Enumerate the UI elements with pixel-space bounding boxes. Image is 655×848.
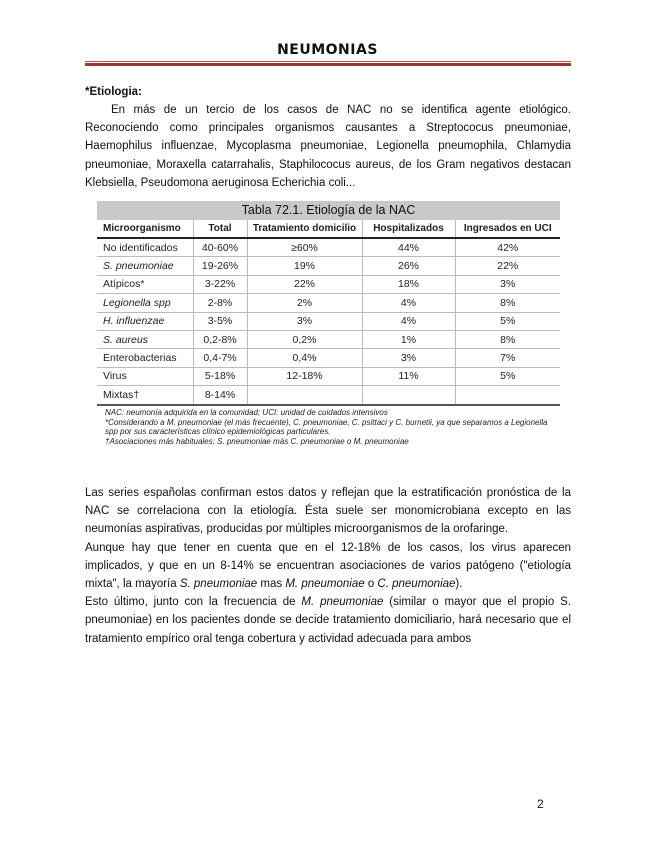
table-cell: 3% [362, 349, 455, 367]
column-header: Tratamiento domicilio [247, 220, 362, 238]
table-cell: 8-14% [193, 386, 247, 405]
table-row [97, 275, 560, 293]
table-cell: Virus [97, 367, 193, 385]
table-cell: H. influenzae [97, 312, 193, 330]
text-run: o [364, 578, 378, 591]
table-footnote: NAC: neumonía adquirida en la comunidad; UCI: unidad de cuidados intensivos [105, 408, 388, 417]
page-header-title: NEUMONIAS [277, 42, 378, 58]
organism-name: S. pneumoniae [179, 578, 258, 591]
table-cell: 1% [362, 330, 455, 348]
table-cell: 0,4% [247, 349, 362, 367]
table-row [97, 257, 560, 275]
table-row [97, 312, 560, 330]
table-cell: Mixtas† [97, 386, 193, 405]
text-run: ). [455, 578, 463, 591]
text-run: mas [257, 578, 286, 591]
table-cell: Atípicos* [97, 275, 193, 293]
table-row [97, 367, 560, 385]
header-rule-thick [85, 63, 571, 66]
page-number: 2 [537, 797, 544, 811]
table-cell: 8% [455, 330, 560, 348]
table-cell: 3-22% [193, 275, 247, 293]
table-cell: 11% [362, 367, 455, 385]
table-cell: 22% [455, 257, 560, 275]
table-cell: 26% [362, 257, 455, 275]
table-cell: ≥60% [247, 238, 362, 257]
table-cell: 4% [362, 312, 455, 330]
table-cell [247, 386, 362, 405]
table-cell: 42% [455, 238, 560, 257]
table-cell: 7% [455, 349, 560, 367]
table-row [97, 386, 560, 405]
paragraph-treatment [85, 593, 571, 648]
etiology-table-figure [97, 201, 560, 406]
paragraph-intro: En más de un tercio de los casos de NAC no se identifica agente etiológico. Reconociendo como principales organismos causantes a Streptococus pneumoniae, Haemophilus influenzae, Mycoplasma pneumoniae, Legionella pneumophila, Chlamydia pneumoniae, Moraxella catarrahalis, Staphilococus aureus, de los Gram negativos destacan Klebsiella, Pseudomona aeruginosa Echerichia coli... [85, 104, 571, 189]
table-cell: 5% [455, 367, 560, 385]
table-footnote: †Asociaciones más habituales: S. pneumoniae más C. pneumoniae o M. pneumoniae [105, 436, 409, 446]
table-cell: S. pneumoniae [97, 257, 193, 275]
table-cell: 12-18% [247, 367, 362, 385]
table-cell: 44% [362, 238, 455, 257]
organism-name: C. pneumoniae [377, 578, 456, 591]
table-cell: 19-26% [193, 257, 247, 275]
column-header: Hospitalizados [362, 220, 455, 238]
text-run: Esto último, junto con la frecuencia de [85, 596, 302, 609]
table-cell: 3% [247, 312, 362, 330]
table-row [97, 330, 560, 348]
table-cell: S. aureus [97, 330, 193, 348]
table-cell: 40-60% [193, 238, 247, 257]
table-caption: Tabla 72.1. Etiología de la NAC [97, 201, 560, 220]
text-run: (similar o mayor que el propio S. pneumoniae) en los pacientes donde se decide tratamiento domiciliario, hará necesario que el tratamiento empírico oral tenga cobertura y actividad adecuada para ambos [85, 596, 571, 645]
table-cell: 0,2-8% [193, 330, 247, 348]
table-cell: 18% [362, 275, 455, 293]
column-header: Total [193, 220, 247, 238]
table-row [97, 294, 560, 312]
table-cell: Enterobacterias [97, 349, 193, 367]
table-cell: 0,4-7% [193, 349, 247, 367]
column-header: Ingresados en UCI [455, 220, 560, 238]
etiology-table [97, 220, 560, 406]
table-cell: 0,2% [247, 330, 362, 348]
header-rule [85, 61, 571, 62]
column-header: Microorganismo [97, 220, 193, 238]
organism-name: M. pneumoniae [285, 578, 365, 591]
table-row [97, 349, 560, 367]
paragraph-viruses [85, 539, 571, 594]
paragraph-series: Las series españolas confirman estos datos y reflejan que la estratificación pronóstica de la NAC se correlaciona con la etiología. Ésta suele ser monomicrobiana excepto en las neumonías aspirativas, producidas por múltiples microorganismos de la orofaringe. [85, 487, 571, 536]
organism-name: M. pneumoniae [301, 596, 384, 609]
table-cell: 4% [362, 294, 455, 312]
table-cell: 19% [247, 257, 362, 275]
body-text-block [85, 484, 571, 648]
table-cell [455, 386, 560, 405]
table-cell: 3% [455, 275, 560, 293]
table-cell: 5% [455, 312, 560, 330]
table-row [97, 238, 560, 257]
table-cell: 5-18% [193, 367, 247, 385]
table-cell: 8% [455, 294, 560, 312]
table-footnote: *Considerando a M. pneumoniae (el más frecuente), C. pneumoniae, C. psittaci y C. burnetii, ya que separamos a Legionella spp por sus características clínico epidemiológicas particulares. [105, 417, 548, 436]
table-cell [362, 386, 455, 405]
table-header-row [97, 220, 560, 238]
section-heading: *Etiologia: [85, 86, 142, 98]
table-cell: 2% [247, 294, 362, 312]
table-footnotes [105, 408, 555, 446]
table-cell: 3-5% [193, 312, 247, 330]
text-run: Aunque hay que tener en cuenta que en el 12-18% de los casos, los virus aparecen implicados, y que en un 8-14% se encuentran asociaciones de varios patógeno ("etiología mixta", la mayoría [85, 541, 571, 591]
table-cell: No identificados [97, 238, 193, 257]
table-cell: 2-8% [193, 294, 247, 312]
table-cell: 22% [247, 275, 362, 293]
table-cell: Legionella spp [97, 294, 193, 312]
